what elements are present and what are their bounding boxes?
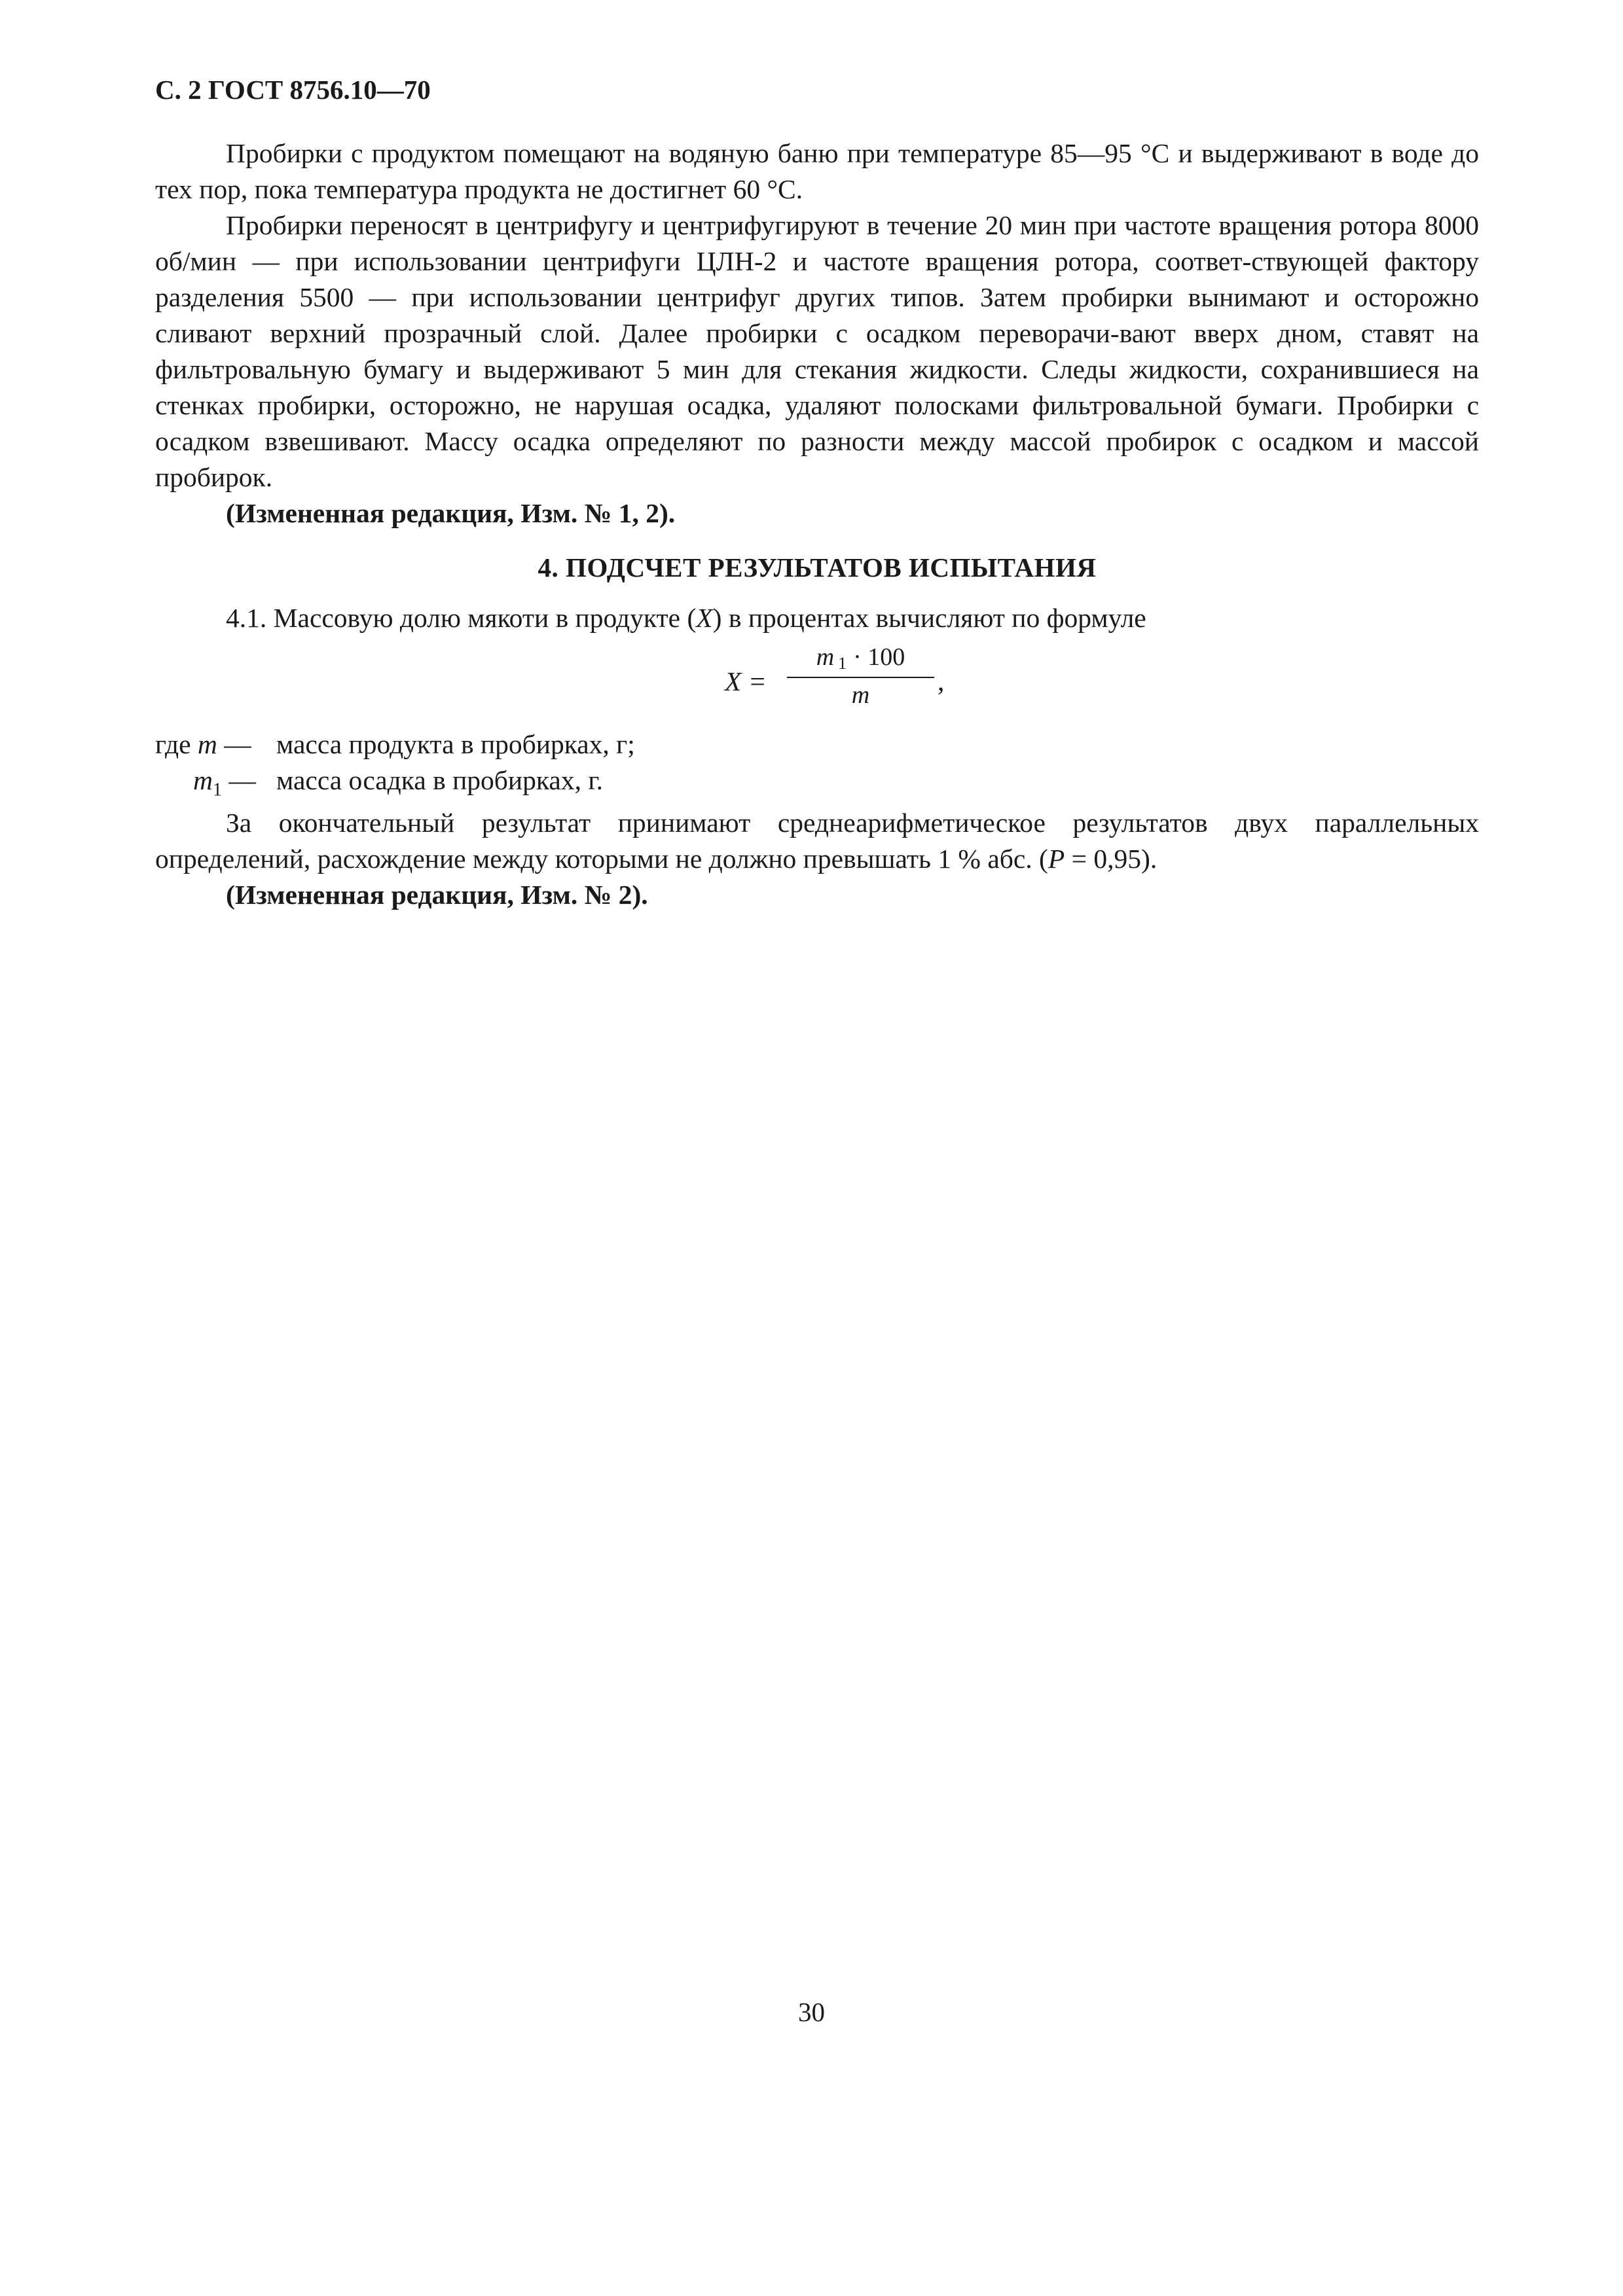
formula-block xyxy=(155,643,1479,721)
where-description: масса продукта в пробирках, г; xyxy=(276,729,635,759)
where-item-m1 xyxy=(155,762,1479,798)
amendment-note-2: (Измененная редакция, Изм. № 2). xyxy=(226,880,648,910)
where-symbol: где m — xyxy=(155,729,251,759)
paragraph-final-result: За окончательный результат принимают среднеарифметическое результатов двух параллельных определений, расхождение между которыми не должно превышать 1 % абс. (P = 0,95). xyxy=(155,808,1479,874)
clause-4-1-suffix: ) в процентах вычисляют по формуле xyxy=(712,603,1146,633)
formula-trailing-comma: , xyxy=(938,666,945,696)
clause-4-1 xyxy=(155,600,1479,636)
formula-fraction-bar xyxy=(787,677,934,678)
where-item-m xyxy=(155,726,1479,762)
clause-4-1-variable: X xyxy=(696,603,713,633)
section-title: 4. ПОДСЧЕТ РЕЗУЛЬТАТОВ ИСПЫТАНИЯ xyxy=(538,552,1097,583)
final-variable: P xyxy=(1048,844,1065,874)
document-page xyxy=(155,72,1479,913)
clause-4-1-prefix: 4.1. Массовую долю мякоти в продукте ( xyxy=(226,603,697,633)
page-number: 30 xyxy=(798,1997,825,2027)
formula-num-var: m xyxy=(816,643,835,671)
formula-num-sub: 1 xyxy=(838,654,847,673)
formula-fraction xyxy=(787,643,1049,715)
page-header: С. 2 ГОСТ 8756.10—70 xyxy=(155,75,431,105)
formula-denominator: m xyxy=(851,681,870,709)
amendment-note-1: (Измененная редакция, Изм. № 1, 2). xyxy=(226,498,676,528)
formula-numerator xyxy=(787,643,934,678)
where-description: масса осадка в пробирках, г. xyxy=(276,765,604,795)
where-symbol: $m_1$ — xyxy=(193,765,256,800)
formula-num-rest: · 100 xyxy=(853,643,905,671)
paragraph-centrifuge: Пробирки переносят в центрифугу и центрифугируют в течение 20 мин при частоте вращения ротора 8000 об/мин — при использовании центрифуги ЦЛН-2 и частоте вращения ротора, соответ-ствующей фактору разделения 5500 — при использовании центрифуг других типов. Затем пробирки вынимают и осторожно сливают верхний прозрачный слой. Далее пробирки с осадком переворачи-вают вверх дном, ставят на фильтровальную бумагу и выдерживают 5 мин для стекания жидкости. Следы жидкости, сохранившиеся на стенках пробирки, осторожно, не нарушая осадка, удаляют полосками фильтровальной бумаги. Пробирки с осадком взвешивают. Массу осадка определяют по разности между массой пробирок с осадком и массой пробирок. xyxy=(155,210,1479,492)
formula-lhs: X = xyxy=(725,666,767,696)
where-list xyxy=(155,726,1479,798)
paragraph-water-bath: Пробирки с продуктом помещают на водяную баню при температуре 85—95 °С и выдерживают в воде до тех пор, пока температура продукта не достигнет 60 °С. xyxy=(155,138,1479,204)
